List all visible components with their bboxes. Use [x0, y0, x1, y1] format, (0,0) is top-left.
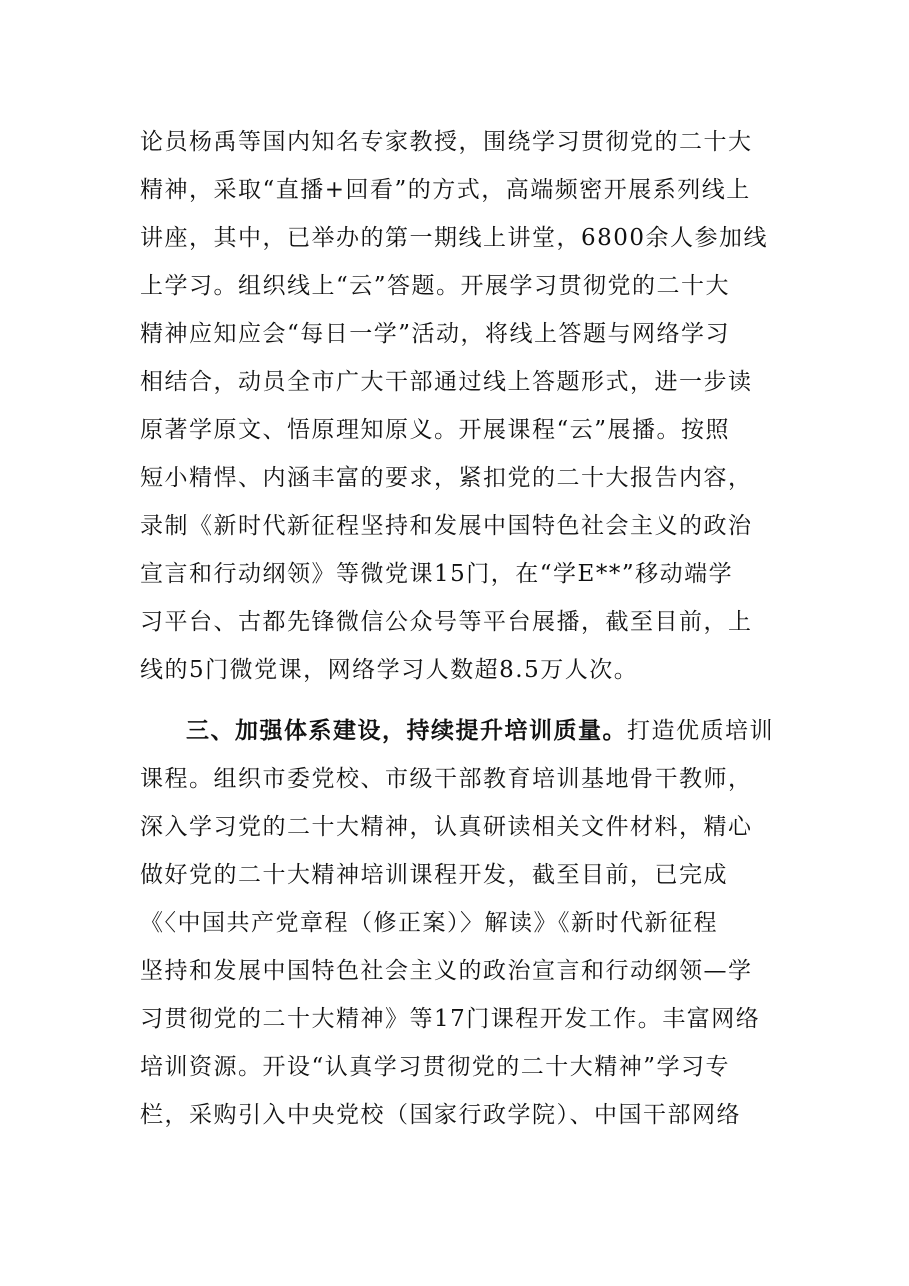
- paragraph-line: 讲座，其中，已举办的第一期线上讲堂，6800余人参加线: [140, 225, 769, 251]
- paragraph-line: 精神应知应会“每日一学”活动，将线上答题与网络学习: [140, 321, 731, 347]
- paragraph-line: 习平台、古都先锋微信公众号等平台展播，截至目前，上: [140, 609, 753, 635]
- paragraph-line: 精神，采取“直播+回看”的方式，高端频密开展系列线上: [140, 177, 751, 203]
- paragraph-line: 坚持和发展中国特色社会主义的政治宣言和行动纲领—学: [140, 958, 753, 984]
- paragraph-line: 习贯彻党的二十大精神》等17门课程开发工作。丰富网络: [140, 1006, 761, 1032]
- paragraph-line: 相结合，动员全市广大干部通过线上答题形式，进一步读: [140, 369, 753, 395]
- paragraph-line: 栏，采购引入中央党校（国家行政学院）、中国干部网络: [140, 1102, 741, 1128]
- paragraph-line: 宣言和行动纲领》等微党课15门，在“学E**”移动端学: [140, 561, 734, 587]
- paragraph-line: 上学习。组织线上“云”答题。开展学习贯彻党的二十大: [140, 273, 731, 299]
- paragraph-line: 线的5门微党课，网络学习人数超8.5万人次。: [140, 657, 639, 683]
- paragraph-line: 课程。组织市委党校、市级干部教育培训基地骨干教师，: [140, 766, 753, 792]
- paragraph-line: 录制《新时代新征程坚持和发展中国特色社会主义的政治: [140, 513, 753, 539]
- paragraph-line: 《〈中国共产党章程（修正案）〉解读》《新时代新征程: [140, 910, 718, 936]
- paragraph-line: 做好党的二十大精神培训课程开发，截至目前，已完成: [140, 862, 728, 888]
- paragraph-line: 深入学习党的二十大精神，认真研读相关文件材料，精心: [140, 814, 753, 840]
- paragraph-line: 原著学原文、悟原理知原义。开展课程“云”展播。按照: [140, 417, 731, 443]
- section-first-line: [186, 709, 774, 753]
- section-lead-text: 打造优质培训: [627, 718, 774, 744]
- paragraph-line: 培训资源。开设“认真学习贯彻党的二十大精神”学习专: [140, 1054, 731, 1080]
- section-heading: 三、加强体系建设，持续提升培训质量。: [186, 717, 627, 744]
- paragraph-line: 论员杨禹等国内知名专家教授，围绕学习贯彻党的二十大: [140, 129, 753, 155]
- paragraph-line: 短小精悍、内涵丰富的要求，紧扣党的二十大报告内容，: [140, 465, 753, 491]
